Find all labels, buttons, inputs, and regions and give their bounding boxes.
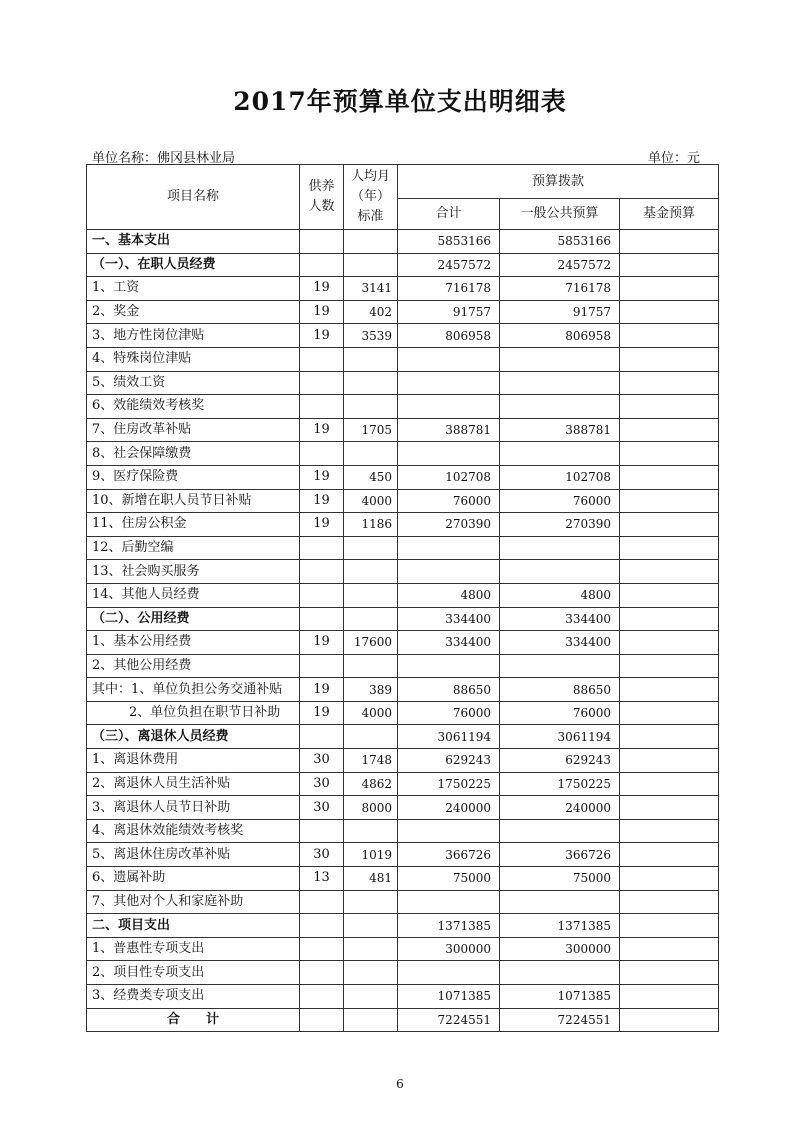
general-budget-cell: 5853166 [500, 230, 620, 254]
table-row [87, 513, 719, 537]
total-cell: 76000 [398, 701, 500, 725]
general-budget-cell: 91757 [500, 300, 620, 324]
general-budget-cell: 76000 [500, 489, 620, 513]
standard-cell: 481 [344, 867, 398, 891]
standard-cell: 1186 [344, 513, 398, 537]
staff-count-cell [300, 607, 344, 631]
staff-count-cell: 30 [300, 796, 344, 820]
staff-count-cell: 19 [300, 701, 344, 725]
fund-budget-cell [620, 749, 719, 773]
standard-cell: 4862 [344, 772, 398, 796]
fund-budget-cell [620, 395, 719, 419]
standard-cell [344, 536, 398, 560]
item-name-cell: （二）、公用经费 [87, 607, 300, 631]
general-budget-cell: 76000 [500, 701, 620, 725]
staff-count-cell: 19 [300, 277, 344, 301]
general-budget-cell [500, 442, 620, 466]
header-general-budget: 一般公共预算 [500, 199, 620, 230]
fund-budget-cell [620, 230, 719, 254]
item-name-cell: （一）、在职人员经费 [87, 253, 300, 277]
standard-cell [344, 253, 398, 277]
general-budget-cell: 2457572 [500, 253, 620, 277]
item-name-cell: 1、工资 [87, 277, 300, 301]
total-cell [398, 654, 500, 678]
total-cell: 88650 [398, 678, 500, 702]
table-row [87, 347, 719, 371]
fund-budget-cell [620, 513, 719, 537]
total-cell [398, 819, 500, 843]
fund-budget-cell [620, 867, 719, 891]
fund-budget-cell [620, 583, 719, 607]
standard-cell [344, 914, 398, 938]
table-row [87, 654, 719, 678]
staff-count-cell: 19 [300, 489, 344, 513]
general-budget-cell: 300000 [500, 937, 620, 961]
item-name-cell: 2、离退休人员生活补贴 [87, 772, 300, 796]
staff-count-cell: 19 [300, 324, 344, 348]
item-name-cell: 3、经费类专项支出 [87, 985, 300, 1009]
table-row [87, 560, 719, 584]
general-budget-cell [500, 819, 620, 843]
item-name-cell: 6、效能绩效考核奖 [87, 395, 300, 419]
table-row [87, 583, 719, 607]
standard-cell: 402 [344, 300, 398, 324]
general-budget-cell [500, 395, 620, 419]
staff-count-cell [300, 937, 344, 961]
table-row [87, 277, 719, 301]
table-row [87, 489, 719, 513]
standard-cell [344, 395, 398, 419]
table-row [87, 395, 719, 419]
staff-count-cell [300, 371, 344, 395]
item-name-cell: 2、奖金 [87, 300, 300, 324]
item-name-cell: 10、新增在职人员节日补贴 [87, 489, 300, 513]
total-cell: 366726 [398, 843, 500, 867]
total-cell: 334400 [398, 607, 500, 631]
standard-cell: 4000 [344, 489, 398, 513]
total-cell: 4800 [398, 583, 500, 607]
header-fund-budget: 基金预算 [620, 199, 719, 230]
general-budget-cell: 629243 [500, 749, 620, 773]
total-cell: 2457572 [398, 253, 500, 277]
standard-cell: 1019 [344, 843, 398, 867]
table-row [87, 749, 719, 773]
total-cell [398, 961, 500, 985]
staff-count-cell: 30 [300, 749, 344, 773]
fund-budget-cell [620, 678, 719, 702]
standard-cell [344, 347, 398, 371]
general-budget-cell: 388781 [500, 418, 620, 442]
standard-cell [344, 560, 398, 584]
item-name-cell: 4、离退休效能绩效考核奖 [87, 819, 300, 843]
general-budget-cell [500, 347, 620, 371]
total-cell: 3061194 [398, 725, 500, 749]
total-cell [398, 560, 500, 584]
total-cell: 75000 [398, 867, 500, 891]
table-row [87, 678, 719, 702]
total-cell: 806958 [398, 324, 500, 348]
standard-cell: 17600 [344, 631, 398, 655]
standard-cell: 4000 [344, 701, 398, 725]
total-cell: 334400 [398, 631, 500, 655]
fund-budget-cell [620, 914, 719, 938]
standard-cell [344, 654, 398, 678]
general-budget-cell: 1750225 [500, 772, 620, 796]
standard-cell [344, 961, 398, 985]
table-row [87, 371, 719, 395]
total-cell: 76000 [398, 489, 500, 513]
table-row [87, 253, 719, 277]
total-cell: 1071385 [398, 985, 500, 1009]
fund-budget-cell [620, 418, 719, 442]
table-row [87, 961, 719, 985]
fund-budget-cell [620, 890, 719, 914]
total-cell [398, 442, 500, 466]
staff-count-cell: 19 [300, 631, 344, 655]
staff-count-cell [300, 583, 344, 607]
standard-cell: 1748 [344, 749, 398, 773]
general-budget-cell: 270390 [500, 513, 620, 537]
standard-cell [344, 890, 398, 914]
fund-budget-cell [620, 324, 719, 348]
staff-count-cell [300, 253, 344, 277]
header-per-capita-standard: 人均月（年）标准 [344, 165, 398, 230]
staff-count-cell: 19 [300, 465, 344, 489]
fund-budget-cell [620, 607, 719, 631]
fund-budget-cell [620, 961, 719, 985]
staff-count-cell [300, 819, 344, 843]
item-name-cell: 2、其他公用经费 [87, 654, 300, 678]
standard-cell: 389 [344, 678, 398, 702]
general-budget-cell: 102708 [500, 465, 620, 489]
table-row [87, 631, 719, 655]
fund-budget-cell [620, 442, 719, 466]
total-cell [398, 371, 500, 395]
general-budget-cell: 4800 [500, 583, 620, 607]
total-cell: 5853166 [398, 230, 500, 254]
fund-budget-cell [620, 819, 719, 843]
fund-budget-cell [620, 1008, 719, 1032]
general-budget-cell: 75000 [500, 867, 620, 891]
total-cell: 716178 [398, 277, 500, 301]
item-name-cell: （三）、离退休人员经费 [87, 725, 300, 749]
standard-cell [344, 442, 398, 466]
general-budget-cell: 3061194 [500, 725, 620, 749]
general-budget-cell: 88650 [500, 678, 620, 702]
item-name-cell: 13、社会购买服务 [87, 560, 300, 584]
general-budget-cell: 240000 [500, 796, 620, 820]
staff-count-cell: 19 [300, 678, 344, 702]
staff-count-cell [300, 536, 344, 560]
fund-budget-cell [620, 465, 719, 489]
total-cell: 1371385 [398, 914, 500, 938]
fund-budget-cell [620, 489, 719, 513]
item-name-cell: 6、遗属补助 [87, 867, 300, 891]
item-name-cell: 2、单位负担在职节日补助 [87, 701, 300, 725]
fund-budget-cell [620, 277, 719, 301]
fund-budget-cell [620, 985, 719, 1009]
table-row [87, 418, 719, 442]
standard-cell: 1705 [344, 418, 398, 442]
standard-cell [344, 937, 398, 961]
table-row [87, 819, 719, 843]
page-number: 6 [396, 1077, 404, 1091]
table-row [87, 442, 719, 466]
table-row [87, 890, 719, 914]
total-cell [398, 536, 500, 560]
staff-count-cell: 30 [300, 843, 344, 867]
total-cell: 1750225 [398, 772, 500, 796]
general-budget-cell: 7224551 [500, 1008, 620, 1032]
unit-label: 单位：元 [648, 151, 701, 166]
staff-count-cell [300, 442, 344, 466]
item-name-cell: 其中：1、单位负担公务交通补贴 [87, 678, 300, 702]
table-row [87, 465, 719, 489]
total-cell [398, 395, 500, 419]
table-row [87, 230, 719, 254]
item-name-cell: 12、后勤空编 [87, 536, 300, 560]
total-cell: 240000 [398, 796, 500, 820]
item-name-cell: 9、医疗保险费 [87, 465, 300, 489]
staff-count-cell [300, 347, 344, 371]
total-cell: 388781 [398, 418, 500, 442]
staff-count-cell [300, 914, 344, 938]
item-name-cell: 合 计 [87, 1008, 300, 1032]
header-item-name: 项目名称 [87, 165, 300, 230]
staff-count-cell: 19 [300, 513, 344, 537]
fund-budget-cell [620, 843, 719, 867]
standard-cell [344, 819, 398, 843]
item-name-cell: 5、绩效工资 [87, 371, 300, 395]
total-cell [398, 347, 500, 371]
general-budget-cell: 1371385 [500, 914, 620, 938]
item-name-cell: 一、基本支出 [87, 230, 300, 254]
item-name-cell: 8、社会保障缴费 [87, 442, 300, 466]
standard-cell: 450 [344, 465, 398, 489]
table-row [87, 772, 719, 796]
unit-name: 单位名称：佛冈县林业局 [92, 151, 236, 166]
general-budget-cell: 366726 [500, 843, 620, 867]
total-cell: 91757 [398, 300, 500, 324]
general-budget-cell [500, 371, 620, 395]
item-name-cell: 3、地方性岗位津贴 [87, 324, 300, 348]
table-row [87, 300, 719, 324]
table-row [87, 607, 719, 631]
general-budget-cell [500, 536, 620, 560]
table-body [87, 230, 719, 1032]
item-name-cell: 11、住房公积金 [87, 513, 300, 537]
fund-budget-cell [620, 654, 719, 678]
general-budget-cell [500, 654, 620, 678]
total-cell [398, 890, 500, 914]
fund-budget-cell [620, 796, 719, 820]
total-cell: 102708 [398, 465, 500, 489]
staff-count-cell: 30 [300, 772, 344, 796]
general-budget-cell: 334400 [500, 607, 620, 631]
total-cell: 629243 [398, 749, 500, 773]
table-row [87, 937, 719, 961]
table-row [87, 843, 719, 867]
item-name-cell: 4、特殊岗位津贴 [87, 347, 300, 371]
standard-cell [344, 371, 398, 395]
table-row [87, 701, 719, 725]
general-budget-cell: 1071385 [500, 985, 620, 1009]
table-row [87, 324, 719, 348]
header-budget-allocation: 预算拨款 [398, 165, 719, 199]
staff-count-cell [300, 725, 344, 749]
table-row [87, 725, 719, 749]
general-budget-cell [500, 560, 620, 584]
staff-count-cell [300, 654, 344, 678]
table-row [87, 796, 719, 820]
standard-cell [344, 607, 398, 631]
item-name-cell: 14、其他人员经费 [87, 583, 300, 607]
header-staff-count: 供养人数 [300, 165, 344, 230]
table-row [87, 985, 719, 1009]
general-budget-cell: 716178 [500, 277, 620, 301]
item-name-cell: 3、离退休人员节日补助 [87, 796, 300, 820]
item-name-cell: 7、住房改革补贴 [87, 418, 300, 442]
staff-count-cell [300, 560, 344, 584]
staff-count-cell [300, 230, 344, 254]
budget-table [86, 164, 719, 1032]
staff-count-cell: 19 [300, 300, 344, 324]
staff-count-cell: 13 [300, 867, 344, 891]
standard-cell: 3141 [344, 277, 398, 301]
staff-count-cell: 19 [300, 418, 344, 442]
table-row [87, 867, 719, 891]
standard-cell [344, 985, 398, 1009]
item-name-cell: 二、项目支出 [87, 914, 300, 938]
standard-cell [344, 725, 398, 749]
general-budget-cell [500, 961, 620, 985]
item-name-cell: 1、基本公用经费 [87, 631, 300, 655]
standard-cell: 3539 [344, 324, 398, 348]
staff-count-cell [300, 1008, 344, 1032]
fund-budget-cell [620, 701, 719, 725]
general-budget-cell [500, 890, 620, 914]
table-row [87, 536, 719, 560]
staff-count-cell [300, 395, 344, 419]
standard-cell [344, 583, 398, 607]
total-row [87, 1008, 719, 1032]
fund-budget-cell [620, 371, 719, 395]
fund-budget-cell [620, 536, 719, 560]
item-name-cell: 5、离退休住房改革补贴 [87, 843, 300, 867]
item-name-cell: 7、其他对个人和家庭补助 [87, 890, 300, 914]
page-title: 2017年预算单位支出明细表 [233, 87, 567, 116]
general-budget-cell: 334400 [500, 631, 620, 655]
staff-count-cell [300, 961, 344, 985]
staff-count-cell [300, 985, 344, 1009]
fund-budget-cell [620, 300, 719, 324]
standard-cell: 8000 [344, 796, 398, 820]
standard-cell [344, 1008, 398, 1032]
fund-budget-cell [620, 937, 719, 961]
item-name-cell: 1、普惠性专项支出 [87, 937, 300, 961]
standard-cell [344, 230, 398, 254]
general-budget-cell: 806958 [500, 324, 620, 348]
fund-budget-cell [620, 725, 719, 749]
fund-budget-cell [620, 253, 719, 277]
table-row [87, 914, 719, 938]
item-name-cell: 2、项目性专项支出 [87, 961, 300, 985]
item-name-cell: 1、离退休费用 [87, 749, 300, 773]
header-total: 合计 [398, 199, 500, 230]
staff-count-cell [300, 890, 344, 914]
fund-budget-cell [620, 772, 719, 796]
total-cell: 300000 [398, 937, 500, 961]
fund-budget-cell [620, 560, 719, 584]
total-cell: 7224551 [398, 1008, 500, 1032]
fund-budget-cell [620, 631, 719, 655]
total-cell: 270390 [398, 513, 500, 537]
fund-budget-cell [620, 347, 719, 371]
